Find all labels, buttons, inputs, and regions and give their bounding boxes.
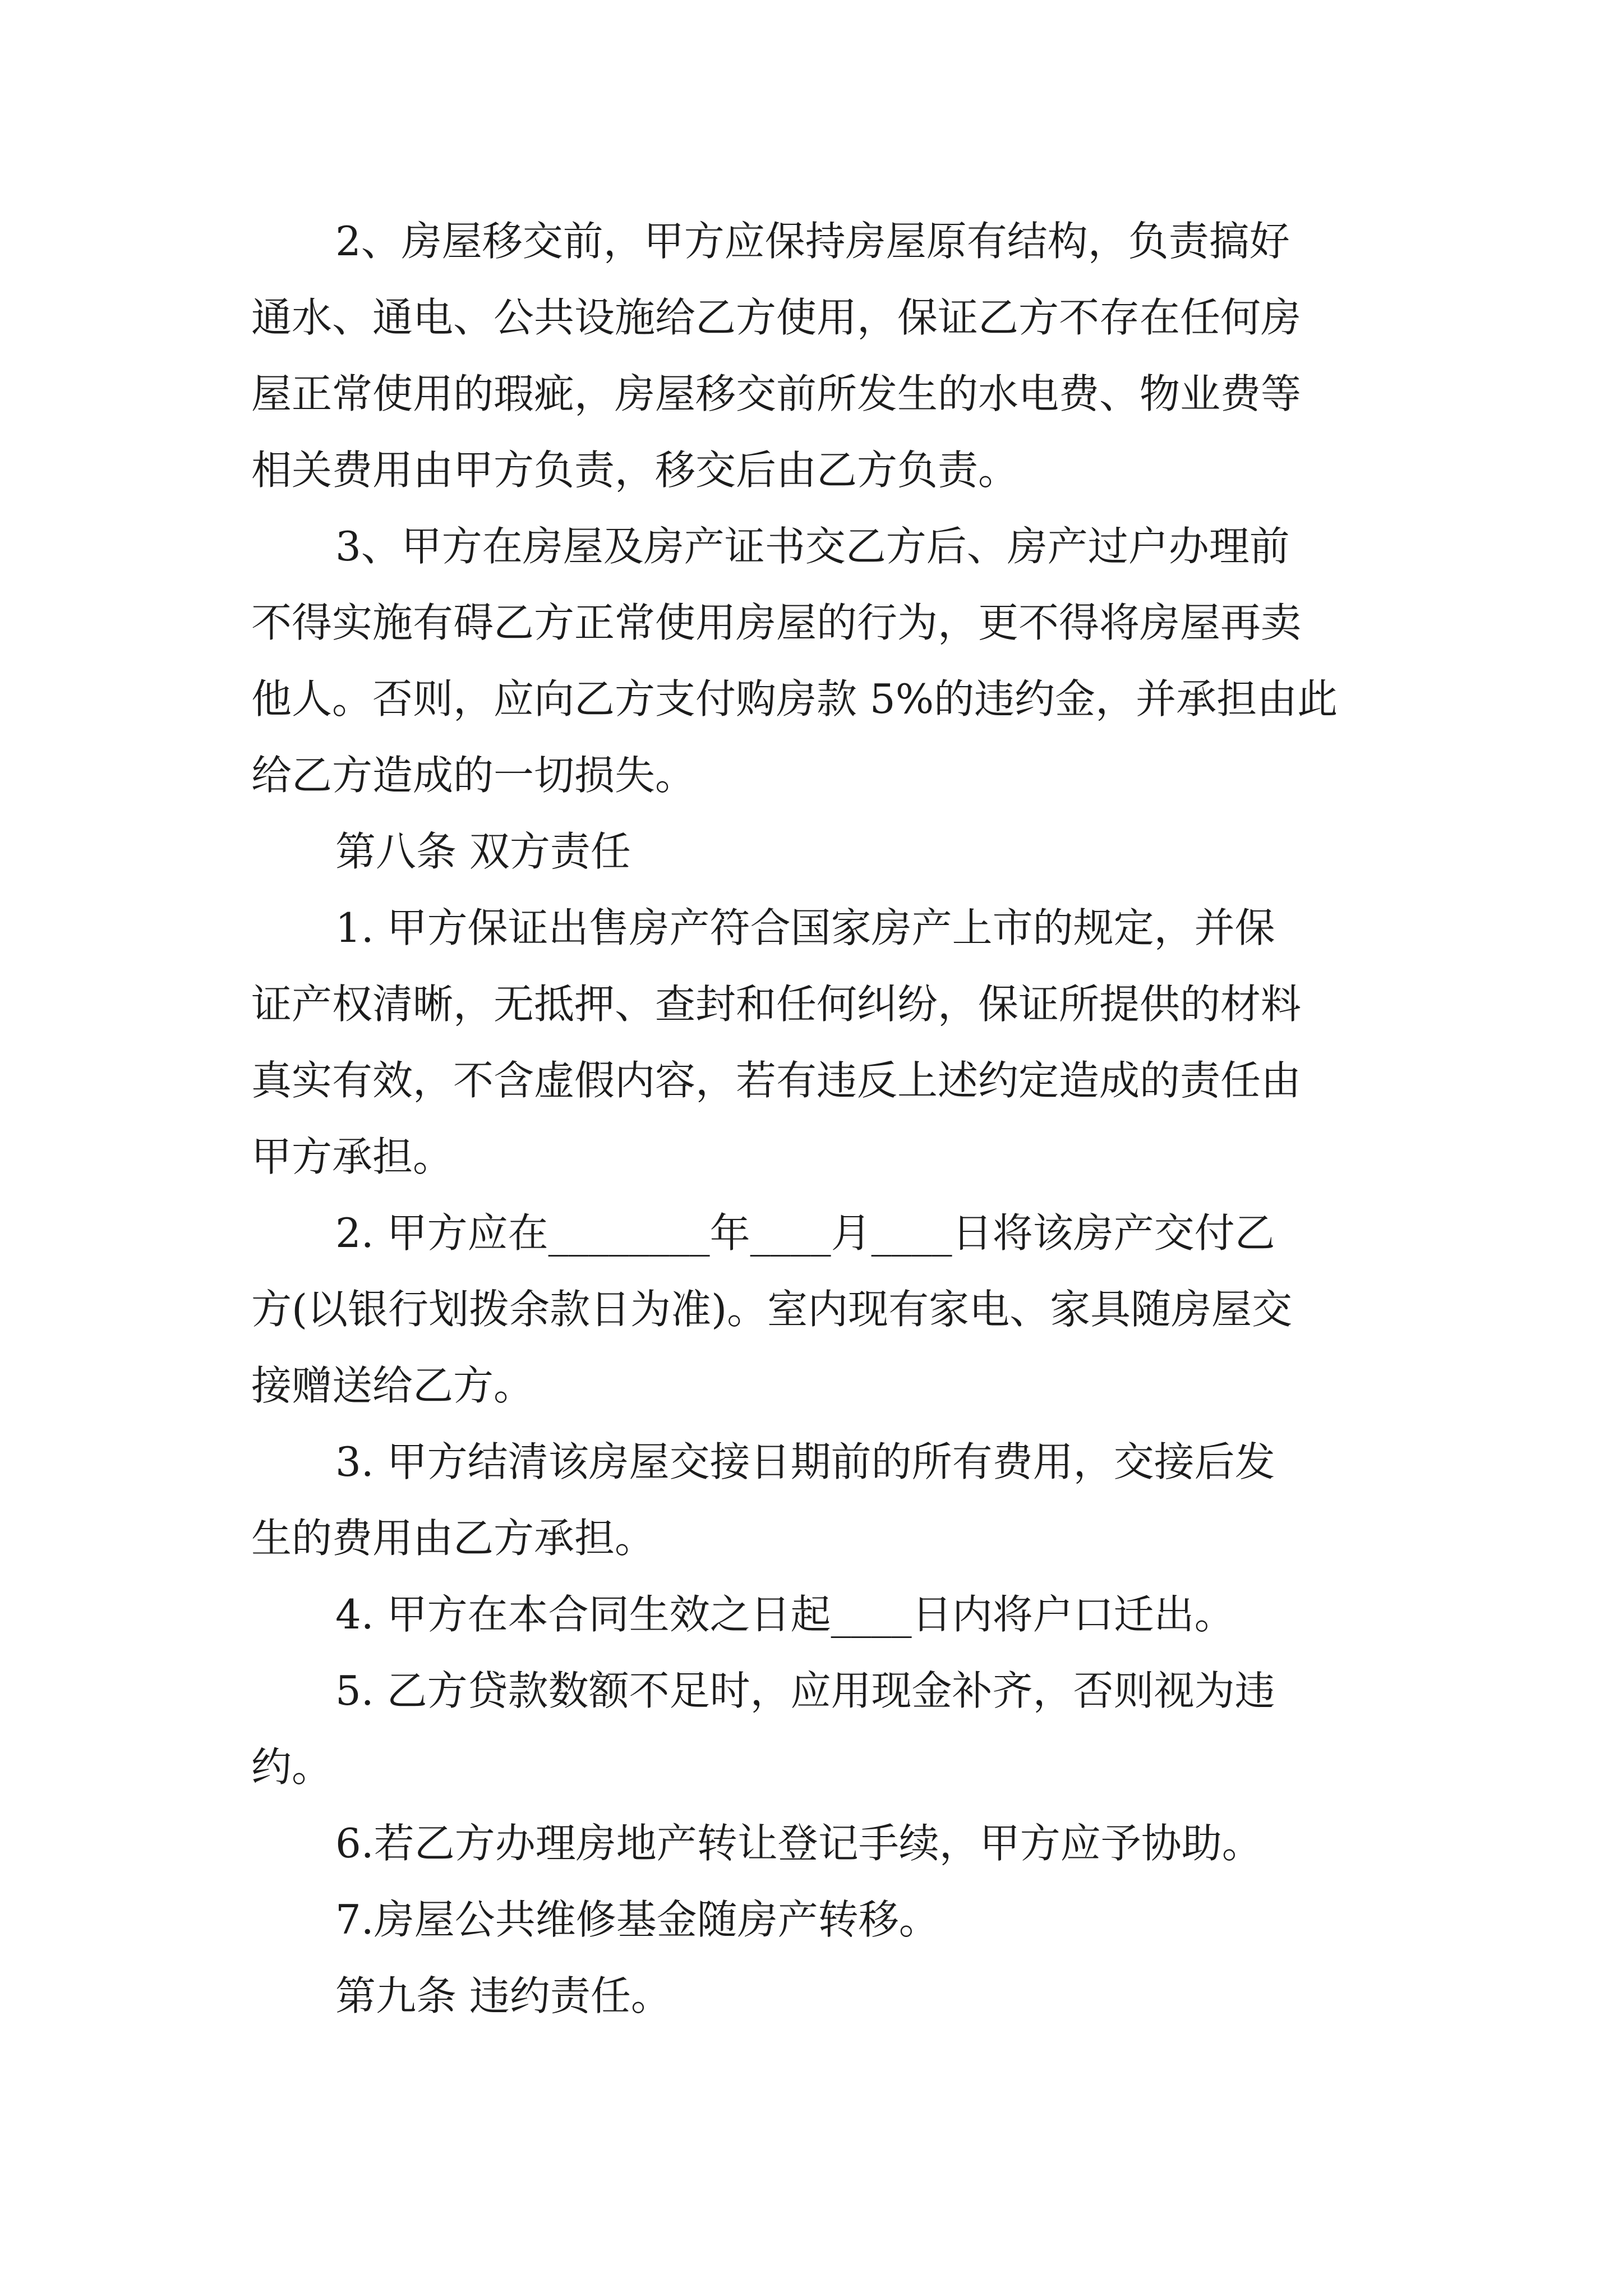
text-line-18: 生的费用由乙方承担。 — [251, 1515, 656, 1562]
text-line-11: 证产权清晰，无抵押、查封和任何纠纷，保证所提供的材料 — [251, 981, 1302, 1028]
text-line-20: 5. 乙方贷款数额不足时，应用现金补齐，否则视为违 — [335, 1667, 1275, 1714]
text-line-6: 不得实施有碍乙方正常使用房屋的行为，更不得将房屋再卖 — [251, 599, 1302, 646]
text-line-4: 相关费用由甲方负责，移交后由乙方负责。 — [251, 447, 1019, 494]
section-heading-article-8: 第八条 双方责任 — [335, 828, 631, 875]
text-line-8: 给乙方造成的一切损失。 — [251, 752, 696, 799]
text-line-13: 甲方承担。 — [251, 1133, 454, 1180]
text-line-1: 2、房屋移交前，甲方应保持房屋原有结构，负责搞好 — [335, 218, 1290, 265]
text-line-16: 接赠送给乙方。 — [251, 1362, 534, 1409]
text-line-2: 通水、通电、公共设施给乙方使用，保证乙方不存在任何房 — [251, 294, 1302, 341]
text-line-10: 1. 甲方保证出售房产符合国家房产上市的规定，并保 — [335, 904, 1275, 951]
text-line-3: 屋正常使用的瑕疵，房屋移交前所发生的水电费、物业费等 — [251, 370, 1302, 417]
text-line-19: 4. 甲方在本合同生效之日起____日内将户口迁出。 — [335, 1591, 1235, 1638]
text-line-15: 方(以银行划拨余款日为准)。室内现有家电、家具随房屋交 — [251, 1286, 1293, 1333]
text-line-7: 他人。否则，应向乙方支付购房款 5%的违约金，并承担由此 — [251, 675, 1338, 723]
text-line-17: 3. 甲方结清该房屋交接日期前的所有费用，交接后发 — [335, 1438, 1275, 1485]
text-line-12: 真实有效，不含虚假内容，若有违反上述约定造成的责任由 — [251, 1057, 1302, 1104]
text-line-5: 3、甲方在房屋及房产证书交乙方后、房产过户办理前 — [335, 523, 1290, 570]
section-heading-article-9: 第九条 违约责任。 — [335, 1972, 671, 2019]
text-line-22: 6.若乙方办理房地产转让登记手续，甲方应予协助。 — [335, 1820, 1262, 1867]
text-line-23: 7.房屋公共维修基金随房产转移。 — [335, 1896, 939, 1943]
text-line-21: 约。 — [251, 1743, 333, 1791]
text-line-14: 2. 甲方应在________年____月____日将该房产交付乙 — [335, 1209, 1275, 1257]
